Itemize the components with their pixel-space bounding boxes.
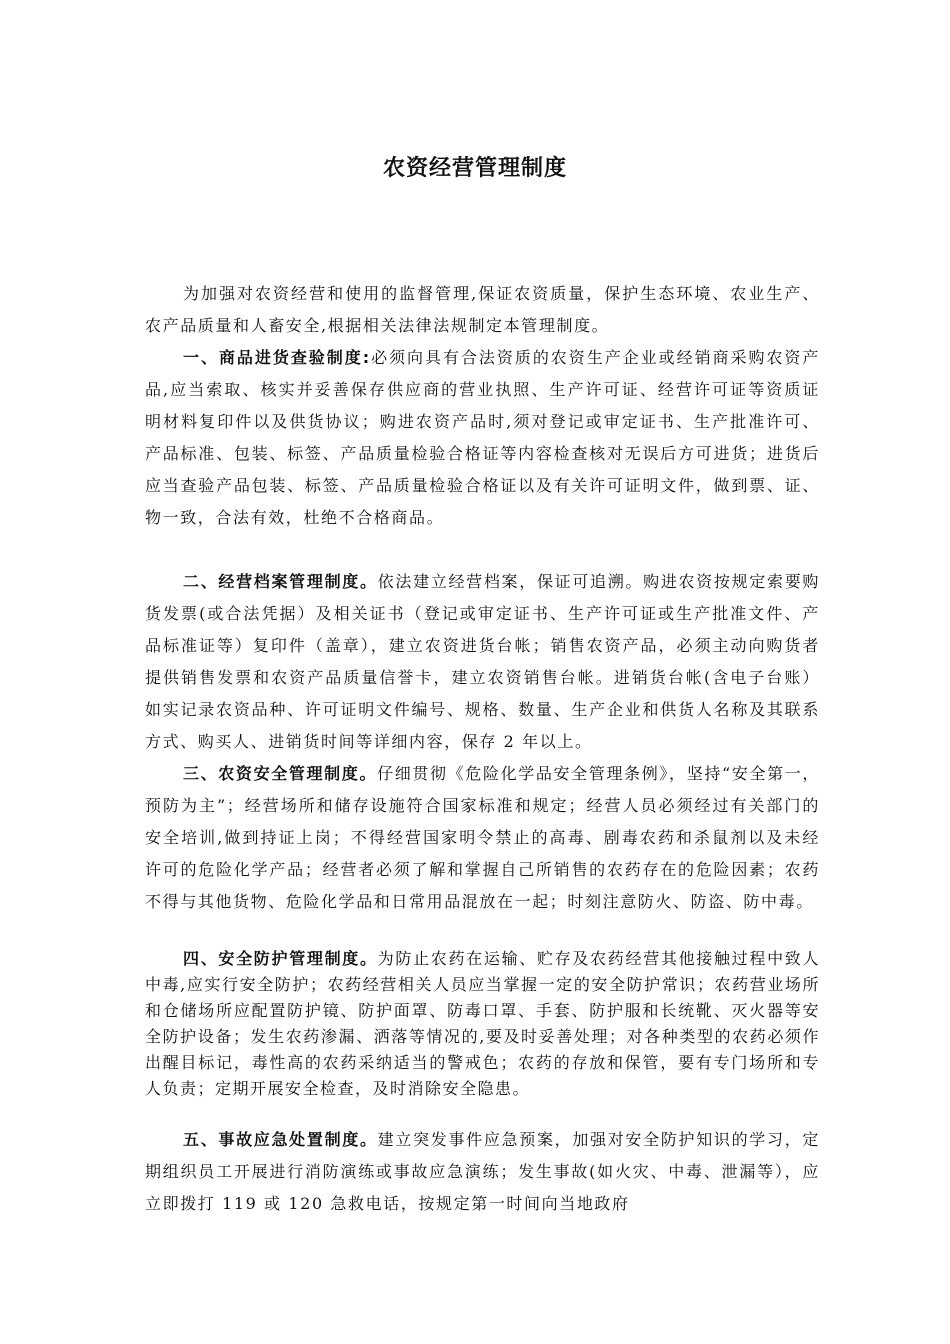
section-business-records bbox=[145, 566, 820, 758]
section-safety-protection bbox=[145, 946, 820, 1102]
section-body: 仔细贯彻《危险化学品安全管理条例》，坚持“安全第一，预防为主”；经营场所和储存设施符合国家标准和规定；经营人员必须经过有关部门的安全培训,做到持证上岗；不得经营国家明令禁止的高毒、剧毒农药和杀鼠剂以及未经许可的危险化学产品；经营者必须了解和掌握自己所销售的农药存在的危险因素；农药不得与其他货物、危险化学品和日常用品混放在一起；时刻注意防火、防盗、防中毒。 bbox=[145, 764, 820, 911]
section-heading: 三、农资安全管理制度。 bbox=[183, 764, 378, 783]
intro-paragraph: 为加强对农资经营和使用的监督管理,保证农资质量，保护生态环境、农业生产、农产品质量和人畜安全,根据相关法律法规制定本管理制度。 bbox=[145, 284, 820, 335]
section-body: 依法建立经营档案，保证可追溯。购进农资按规定索要购货发票(或合法凭据）及相关证书（登记或审定证书、生产许可证或生产批准文件、产品标准证等）复印件（盖章），建立农资进货台帐；销售农资产品，必须主动向购货者提供销售发票和农资产品质量信誉卡，建立农资销售台帐。进销货台帐(含电子台账）如实记录农资品种、许可证明文件编号、规格、数量、生产企业和供货人名称及其联系方式、购买人、进销货时间等详细内容，保存 2 年以上。 bbox=[145, 572, 820, 751]
section-body: 为防止农药在运输、贮存及农药经营其他接触过程中致人中毒,应实行安全防护；农药经营相关人员应当掌握一定的安全防护常识；农药营业场所和仓储场所应配置防护镜、防护面罩、防毒口罩、手套、防护服和长统靴、灭火器等安全防护设备；发生农药渗漏、洒落等情况的,要及时妥善处理；对各种类型的农药必须作出醒目标记，毒性高的农药采纳适当的警戒色；农药的存放和保管，要有专门场所和专人负责；定期开展安全检查，及时消除安全隐患。 bbox=[145, 949, 820, 1098]
section-heading: 四、安全防护管理制度。 bbox=[183, 949, 378, 968]
section-heading: 一、商品进货查验制度: bbox=[183, 348, 371, 367]
section-emergency-handling bbox=[145, 1124, 820, 1220]
section-body: 必须向具有合法资质的农资生产企业或经销商采购农资产品,应当索取、核实并妥善保存供应商的营业执照、生产许可证、经营许可证等资质证明材料复印件以及供货协议；购进农资产品时,须对登记或审定证书、生产批准许可、产品标准、包装、标签、产品质量检验合格证等内容检查核对无误后方可进货；进货后应当查验产品包装、标签、产品质量检验合格证以及有关许可证明文件，做到票、证、物一致，合法有效，杜绝不合格商品。 bbox=[145, 348, 820, 527]
section-safety-management bbox=[145, 758, 820, 918]
section-heading: 二、经营档案管理制度。 bbox=[183, 572, 378, 591]
section-commodity-inspection bbox=[145, 342, 820, 534]
section-body: 建立突发事件应急预案，加强对安全防护知识的学习，定期组织员工开展进行消防演练或事故应急演练；发生事故(如火灾、中毒、泄漏等），应立即拨打 119 或 120 急救电话，按规定第一时间向当地政府 bbox=[145, 1130, 820, 1213]
document-title: 农资经营管理制度 bbox=[382, 156, 567, 181]
section-heading: 五、事故应急处置制度。 bbox=[183, 1130, 378, 1149]
